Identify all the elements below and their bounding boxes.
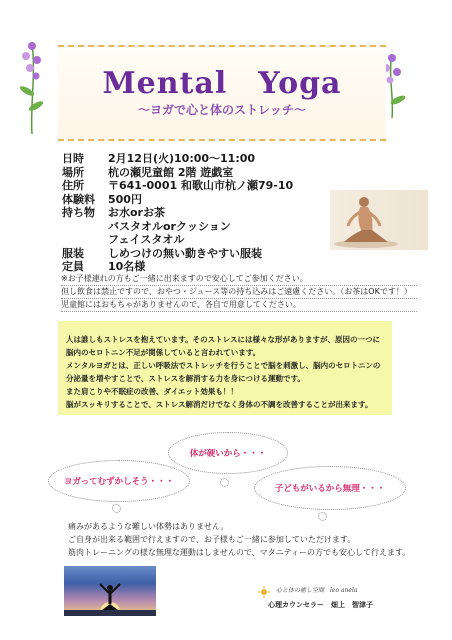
info-row-date — [62, 152, 293, 166]
closing-line: 痛みがあるような難しい体勢はありません。 — [68, 522, 229, 531]
info-label: 体験料 — [62, 192, 95, 206]
bubble-center — [168, 432, 288, 474]
info-value: フェイスタオル — [108, 233, 185, 246]
info-label: 定員 — [62, 260, 84, 273]
description-line: また肩こりや不眠症の改善、ダイエット効果も！！ — [66, 387, 238, 396]
bubble-tail — [220, 478, 229, 487]
info-value: 10名様 — [108, 260, 146, 273]
info-row-address — [62, 179, 293, 193]
header-banner — [58, 45, 386, 141]
info-label: 場所 — [62, 165, 84, 179]
flower-left-icon — [14, 36, 54, 136]
info-row-belongings-2 — [62, 220, 293, 234]
info-value: 〒641-0001 和歌山市杭ノ瀬79-10 — [108, 179, 294, 192]
info-row-capacity — [62, 260, 293, 274]
signature-name: 心理カウンセラー 畑上 智津子 — [268, 601, 373, 609]
bubble-text: 体が硬いから・・・ — [189, 449, 267, 459]
info-value: バスタオルorクッション — [108, 219, 231, 233]
info-value: 2月12日(火)10:00～11:00 — [108, 152, 256, 165]
description-line: メンタルヨガとは、正しい呼吸法でストレッチを行うことで脳を刺激し、脳内のセロトニンの — [66, 361, 381, 370]
note-line: 但し飲食は禁止ですので、おやつ・ジュース等の持ち込みはご遠慮ください。（お茶はOKです！） — [61, 286, 417, 299]
closing-line: 筋肉トレーニングの様な無理な運動はしませんので、マタニティーの方でも安心して行えます。 — [68, 548, 411, 557]
info-label: 持ち物 — [62, 206, 95, 219]
closing-line: ご自身が出来る範囲で行えますので、お子様もご一緒に参加していただけます。 — [68, 535, 356, 544]
info-value: 500円 — [108, 192, 142, 206]
description-line: 分泌量を増やすことで、ストレスを解消する力を身につける運動です。 — [66, 374, 305, 383]
info-row-belongings — [62, 206, 293, 220]
info-row-clothing — [62, 247, 293, 261]
yoga-pose-photo — [330, 190, 428, 250]
info-value: 杭の瀬児童館 2階 遊戯室 — [108, 165, 234, 179]
signature-brand: 心と体の癒し空間 leo anela — [276, 587, 358, 594]
description-box — [58, 321, 392, 415]
bubble-text: ヨガってむずかしそう・・・ — [63, 477, 175, 487]
sunset-yoga-photo — [64, 566, 156, 616]
description-line: 脳内のセロトニン不足が関係していると言われています。 — [66, 348, 261, 357]
notes — [61, 273, 417, 312]
info-label: 服装 — [62, 246, 84, 260]
description-line: 脳がスッキリすることで、ストレス解消だけでなく身体の不調を改善することが出来ます。 — [66, 400, 373, 409]
bubble-tail — [112, 504, 121, 513]
page-subtitle: ～ヨガで心と体のストレッチ～ — [138, 103, 306, 117]
bubble-right — [254, 466, 406, 510]
info-label — [62, 233, 108, 247]
info-value: しめつけの無い動きやすい服装 — [108, 246, 262, 260]
note-line: 児童館にはおもちゃがありませんので、各自で用意してください。 — [61, 299, 417, 312]
sun-icon — [258, 586, 270, 598]
info-label — [62, 220, 108, 234]
bubble-text: 子どもがいるから無理・・・ — [274, 484, 386, 494]
info-label: 住所 — [62, 179, 84, 192]
page-title: Mental Yoga — [102, 66, 342, 101]
info-row-fee — [62, 193, 293, 207]
closing-text — [68, 520, 411, 559]
info-row-place — [62, 166, 293, 180]
info-label: 日時 — [62, 152, 84, 165]
note-line: ※お子様連れの方もご一緒に出来ますので安心してご参加ください。 — [61, 273, 417, 286]
event-info — [62, 152, 293, 274]
bubble-left — [48, 460, 190, 502]
info-value: お水orお茶 — [108, 206, 165, 219]
info-row-belongings-3 — [62, 233, 293, 247]
description-line: 人は誰しもストレスを抱えています。そのストレスには様々な形がありますが、原因の一つに — [66, 335, 380, 344]
